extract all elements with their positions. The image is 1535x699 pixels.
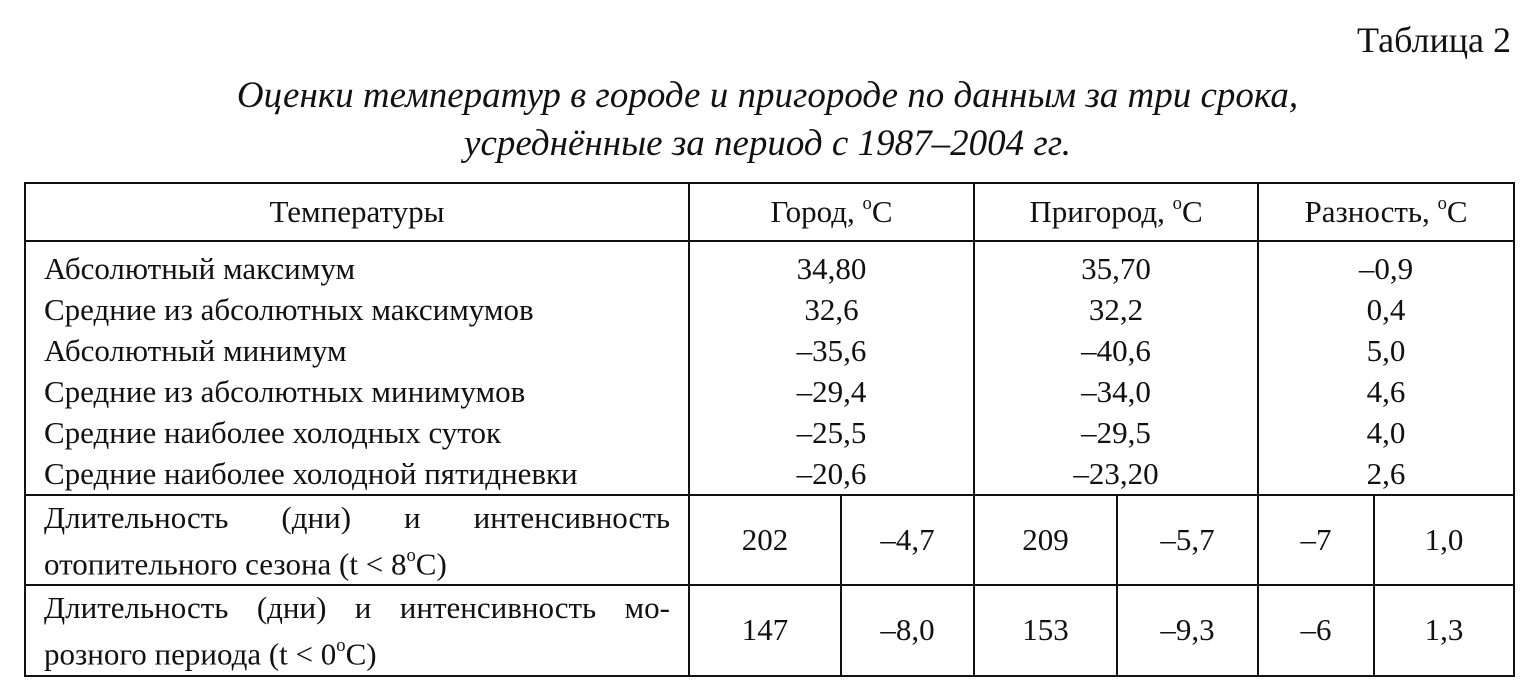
difference-days: –6 [1258,585,1374,675]
table-row [25,241,1514,289]
city-value: –29,4 [689,371,974,412]
row-label: Средние из абсолютных максимумов [25,289,689,330]
caption-line-2: усреднённые за период с 1987–2004 гг. [464,123,1071,164]
difference-value: 4,6 [1258,371,1514,412]
table-row [25,453,1514,495]
city-intensity: –8,0 [841,585,974,675]
suburb-days: 153 [974,585,1117,675]
difference-value: 4,0 [1258,412,1514,453]
caption-line-1: Оценки температур в городе и пригороде по данным за три срока, [236,75,1299,116]
frost-period-label: Длительность (дни) и интенсивность мо-розного периода $(t < 0^oC)$ [25,585,689,675]
city-days: 202 [689,495,841,585]
city-value: –35,6 [689,330,974,371]
header-temperatures: Температуры [25,183,689,241]
suburb-value: –40,6 [974,330,1258,371]
table-row [25,412,1514,453]
suburb-value: –29,5 [974,412,1258,453]
header-row [25,183,1514,241]
table-row [25,330,1514,371]
difference-intensity: 1,3 [1374,585,1514,675]
heating-season-row [25,495,1514,585]
difference-days: –7 [1258,495,1374,585]
row-label: Средние наиболее холодных суток [25,412,689,453]
city-intensity: –4,7 [841,495,974,585]
temperature-table [24,182,1515,677]
city-value: 34,80 [689,241,974,289]
difference-value: 5,0 [1258,330,1514,371]
header-city: Город, $^o$C [689,183,974,241]
city-days: 147 [689,585,841,675]
frost-period-row [25,585,1514,675]
row-label: Средние из абсолютных минимумов [25,371,689,412]
header-difference: Разность, $^o$C [1258,183,1514,241]
table-caption [0,72,1535,168]
difference-value: 0,4 [1258,289,1514,330]
city-value: –25,5 [689,412,974,453]
suburb-value: –23,20 [974,453,1258,495]
header-suburb: Пригород, $^o$C [974,183,1258,241]
city-value: –20,6 [689,453,974,495]
difference-value: 2,6 [1258,453,1514,495]
difference-value: –0,9 [1258,241,1514,289]
difference-intensity: 1,0 [1374,495,1514,585]
suburb-intensity: –5,7 [1117,495,1258,585]
suburb-value: –34,0 [974,371,1258,412]
table-row [25,289,1514,330]
suburb-intensity: –9,3 [1117,585,1258,675]
heating-season-label: Длительность (дни) и интенсивность отопительного сезона $(t < 8^oC)$ [25,495,689,585]
row-label: Средние наиболее холодной пятидневки [25,453,689,495]
city-value: 32,6 [689,289,974,330]
row-label: Абсолютный минимум [25,330,689,371]
row-label: Абсолютный максимум [25,241,689,289]
suburb-value: 32,2 [974,289,1258,330]
table-number: Таблица 2 [1357,20,1511,60]
suburb-days: 209 [974,495,1117,585]
suburb-value: 35,70 [974,241,1258,289]
table-row [25,371,1514,412]
